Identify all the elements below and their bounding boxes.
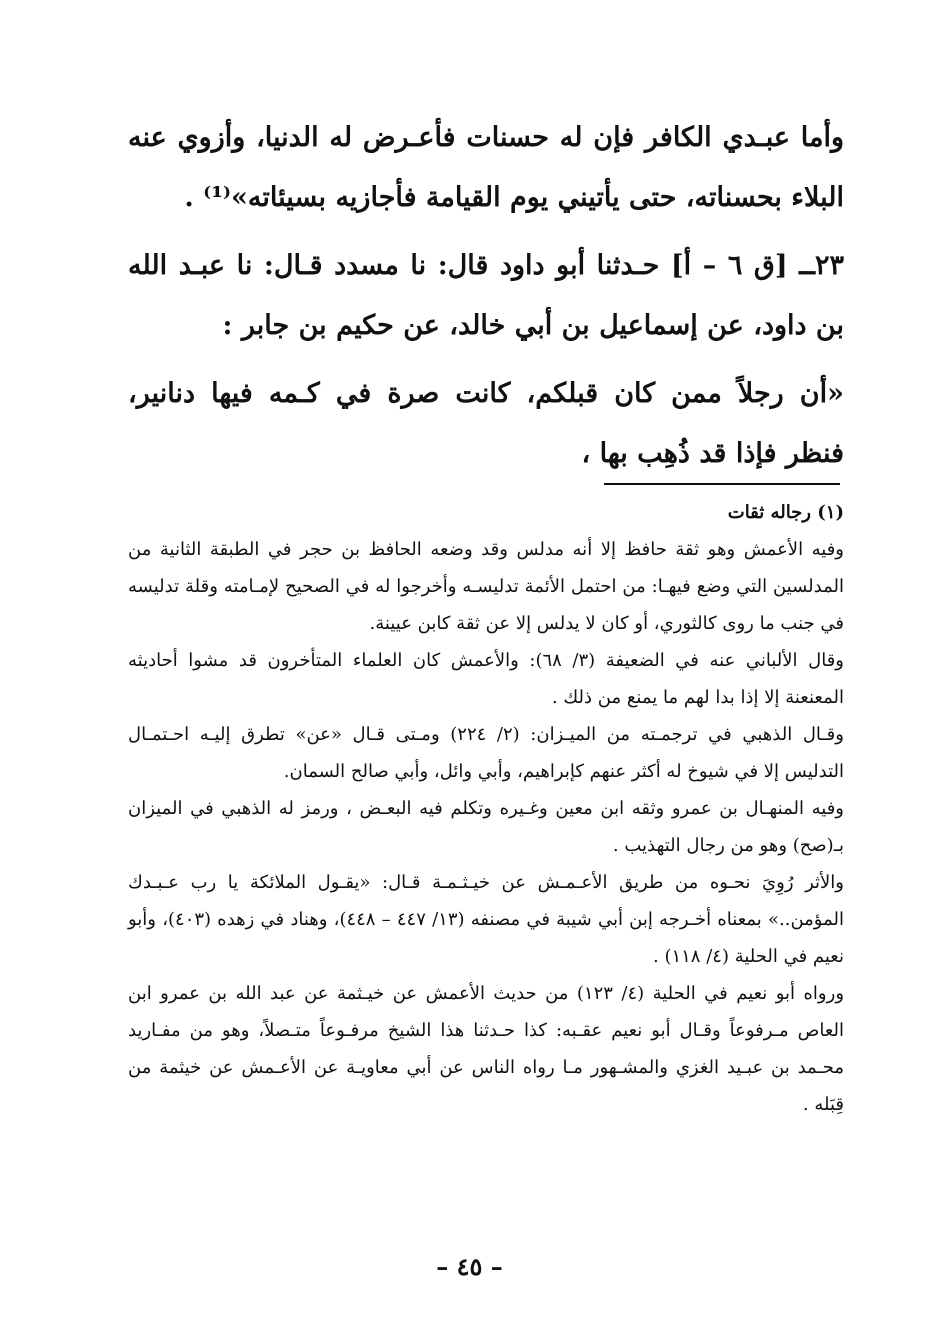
footnotes	[128, 494, 844, 1123]
footnote-paragraph: وقال الألباني عنه في الضعيفة (٣/ ٦٨): والأعمش كان العلماء المتأخرون قد مشوا أحاديثه المعنعنة إلا إذا بدا لهم ما يمنع من ذلك .	[128, 650, 844, 708]
footnote-paragraph: وفيه المنهـال بن عمرو وثقه ابن معين وغـيره وتكلم فيه البعـض ، ورمز له الذهبي في الميزان بـ(صح) وهو من رجال التهذيب .	[128, 798, 844, 856]
footnote-heading: (١) رجاله ثقات	[727, 502, 844, 523]
footnote-paragraph: وقـال الذهبي في ترجمـته من الميـزان: (٢/ ٢٢٤) ومـتى قـال «عن» تطرق إليـه احـتمـال التدليس إلا في شيوخ له أكثر عنهم كإبراهيم، وأبي وائل، وأبي صالح السمان.	[128, 724, 844, 782]
footnote-paragraph: وفيه الأعمش وهو ثقة حافظ إلا أنه مدلس وقد وضعه الحافظ بن حجر في الطبقة الثانية من المدلسين التي وضع فيهـا: من احتمل الأئمة تدليسـه وأخرجوا له في الصحيح لإمـامته وقلة تدليسه في جنب ما روى كالثوري، أو كان لا يدلس إلا عن ثقة كابن عيينة.	[128, 539, 844, 634]
main-paragraph: «أن رجلاً ممن كان قبلكم، كانت صرة في كـمه فيها دنانير، فنظر فإذا قد ذُهِب بها ،	[128, 378, 844, 469]
main-paragraph: وأما عبـدي الكافر فإن له حسنات فأعـرض له الدنيا، وأزوي عنه البلاء بحسناته، حتى يأتيني يوم القيامة فأجازيه بسيئاته»⁽¹⁾ .	[128, 122, 844, 213]
main-paragraph: ٢٣ــ [ق ٦ – أ] حـدثنا أبو داود قال: نا مسدد قـال: نا عبـد الله بن داود، عن إسماعيل بن أبي خالد، عن حكيم بن جابر :	[128, 250, 845, 341]
footnote-paragraph: ورواه أبو نعيم في الحلية (٤/ ١٢٣) من حديث الأعمش عن خيـثمة عن عبد الله بن عمرو ابن العاص مـرفوعاً وقـال أبو نعيم عقـبه: كذا حـدثنا هذا الشيخ مرفـوعاً متـصلاً، وهو من مفـاريد محـمد بن عبـيد الغزي والمشـهور مـا رواه الناس عن أبي معاويـة عن الأعـمش عن خيثمة من قِبَله .	[128, 983, 845, 1115]
main-text	[128, 108, 844, 484]
page-number: – ٤٥ –	[436, 1252, 503, 1281]
footnote-paragraph: والأثر رُوِيَ نحـوه من طريق الأعـمـش عن خيـثـمـة قـال: «يقـول الملائكة يا رب عـبـدك المؤمن..» بمعناه أخـرجه إبن أبي شيبة في مصنفه (١٣/ ٤٤٧ – ٤٤٨)، وهناد في زهده (٤٠٣)، وأبو نعيم في الحلية (٤/ ١١٨) .	[128, 872, 844, 967]
footnote-divider	[604, 483, 840, 485]
